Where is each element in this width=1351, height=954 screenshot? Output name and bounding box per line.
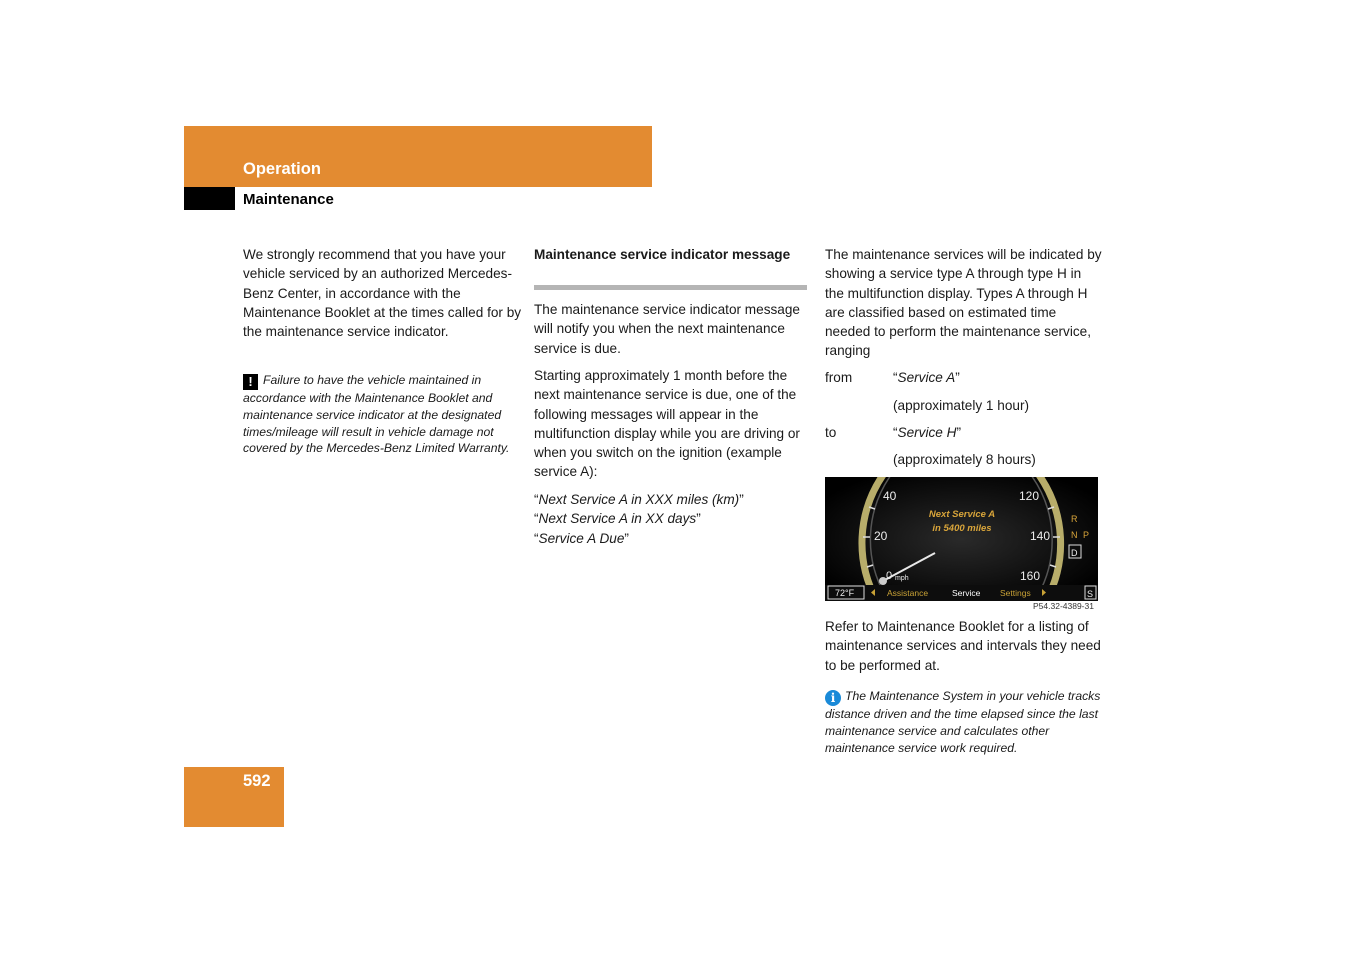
message-item: “Service A Due” — [534, 530, 629, 546]
instrument-cluster-image — [825, 477, 1098, 601]
gear-r: R — [1071, 514, 1078, 524]
to-note: (approximately 8 hours) — [893, 452, 1036, 467]
to-value: “Service H” — [893, 425, 961, 440]
warning-note — [243, 372, 519, 457]
message-item: “Next Service A in XXX miles (km)” — [534, 492, 744, 507]
menu-assistance: Assistance — [887, 588, 929, 598]
menu-settings: Settings — [1000, 588, 1031, 598]
gear-d: D — [1071, 548, 1078, 558]
info-icon: i — [825, 690, 841, 706]
message-item: “Next Service A in XX days” — [534, 511, 701, 527]
speed-label: 20 — [874, 529, 888, 543]
message-list — [534, 490, 810, 548]
speed-label: 120 — [1019, 489, 1040, 503]
speed-unit: mph — [895, 575, 909, 582]
speed-label: 160 — [1020, 569, 1041, 583]
menu-service: Service — [952, 588, 981, 598]
warning-text: Failure to have the vehicle maintained in accordance with the Maintenance Booklet and maintenance service indicator at the designated times/mileage will result in vehicle damage not covered by the Mercedes-Benz Limited Warranty. — [243, 373, 510, 456]
section-marker — [184, 187, 235, 210]
exclamation-icon: ! — [243, 374, 258, 390]
info-text: The Maintenance System in your vehicle tracks distance driven and the time elapsed since the last maintenance service and calculates other maintenance service work required. — [825, 689, 1101, 755]
intro-paragraph: We strongly recommend that you have your vehicle serviced by an authorized Mercedes-Benz Center, in accordance with the Maintenance Booklet at the times called for by the maintenance service indicator. — [243, 247, 522, 340]
subheading: Maintenance service indicator message — [534, 247, 791, 262]
cluster-graphic — [825, 477, 1098, 601]
mode-indicator: S — [1087, 589, 1094, 599]
temperature-readout: 72°F — [835, 588, 855, 598]
image-caption: P54.32-4389-31 — [1033, 601, 1094, 611]
paragraph-messages: Starting approximately 1 month before the next maintenance service is due, one of the following messages will appear in the multifunction display while you are driving or when you switch on the ignition (example service A): — [534, 368, 800, 480]
paragraph-service-types: The maintenance services will be indicated by showing a service type A through type H in the multifunction display. Types A through H are classified based on estimated time needed to perform the maintenance service, ranging — [825, 247, 1102, 359]
from-value: “Service A” — [893, 370, 960, 385]
section-title: Maintenance — [243, 191, 334, 208]
page-number: 592 — [243, 772, 271, 790]
to-label: to — [825, 425, 837, 440]
info-note — [825, 688, 1101, 756]
paragraph-indicator: The maintenance service indicator message will notify you when the next maintenance service is due. — [534, 302, 800, 356]
from-label: from — [825, 370, 853, 385]
from-note: (approximately 1 hour) — [893, 398, 1029, 413]
subheading-rule — [534, 285, 807, 290]
speed-label: 0 — [886, 570, 893, 582]
speed-label: 40 — [883, 489, 897, 503]
service-message-line2: in 5400 miles — [932, 523, 992, 534]
paragraph-booklet: Refer to Maintenance Booklet for a listing of maintenance services and intervals they need to be performed at. — [825, 619, 1101, 673]
gear-p: P — [1083, 530, 1090, 540]
chapter-title: Operation — [243, 160, 321, 178]
speed-label: 140 — [1030, 529, 1051, 543]
gear-n: N — [1071, 530, 1078, 540]
service-message-line1: Next Service A — [928, 509, 996, 520]
